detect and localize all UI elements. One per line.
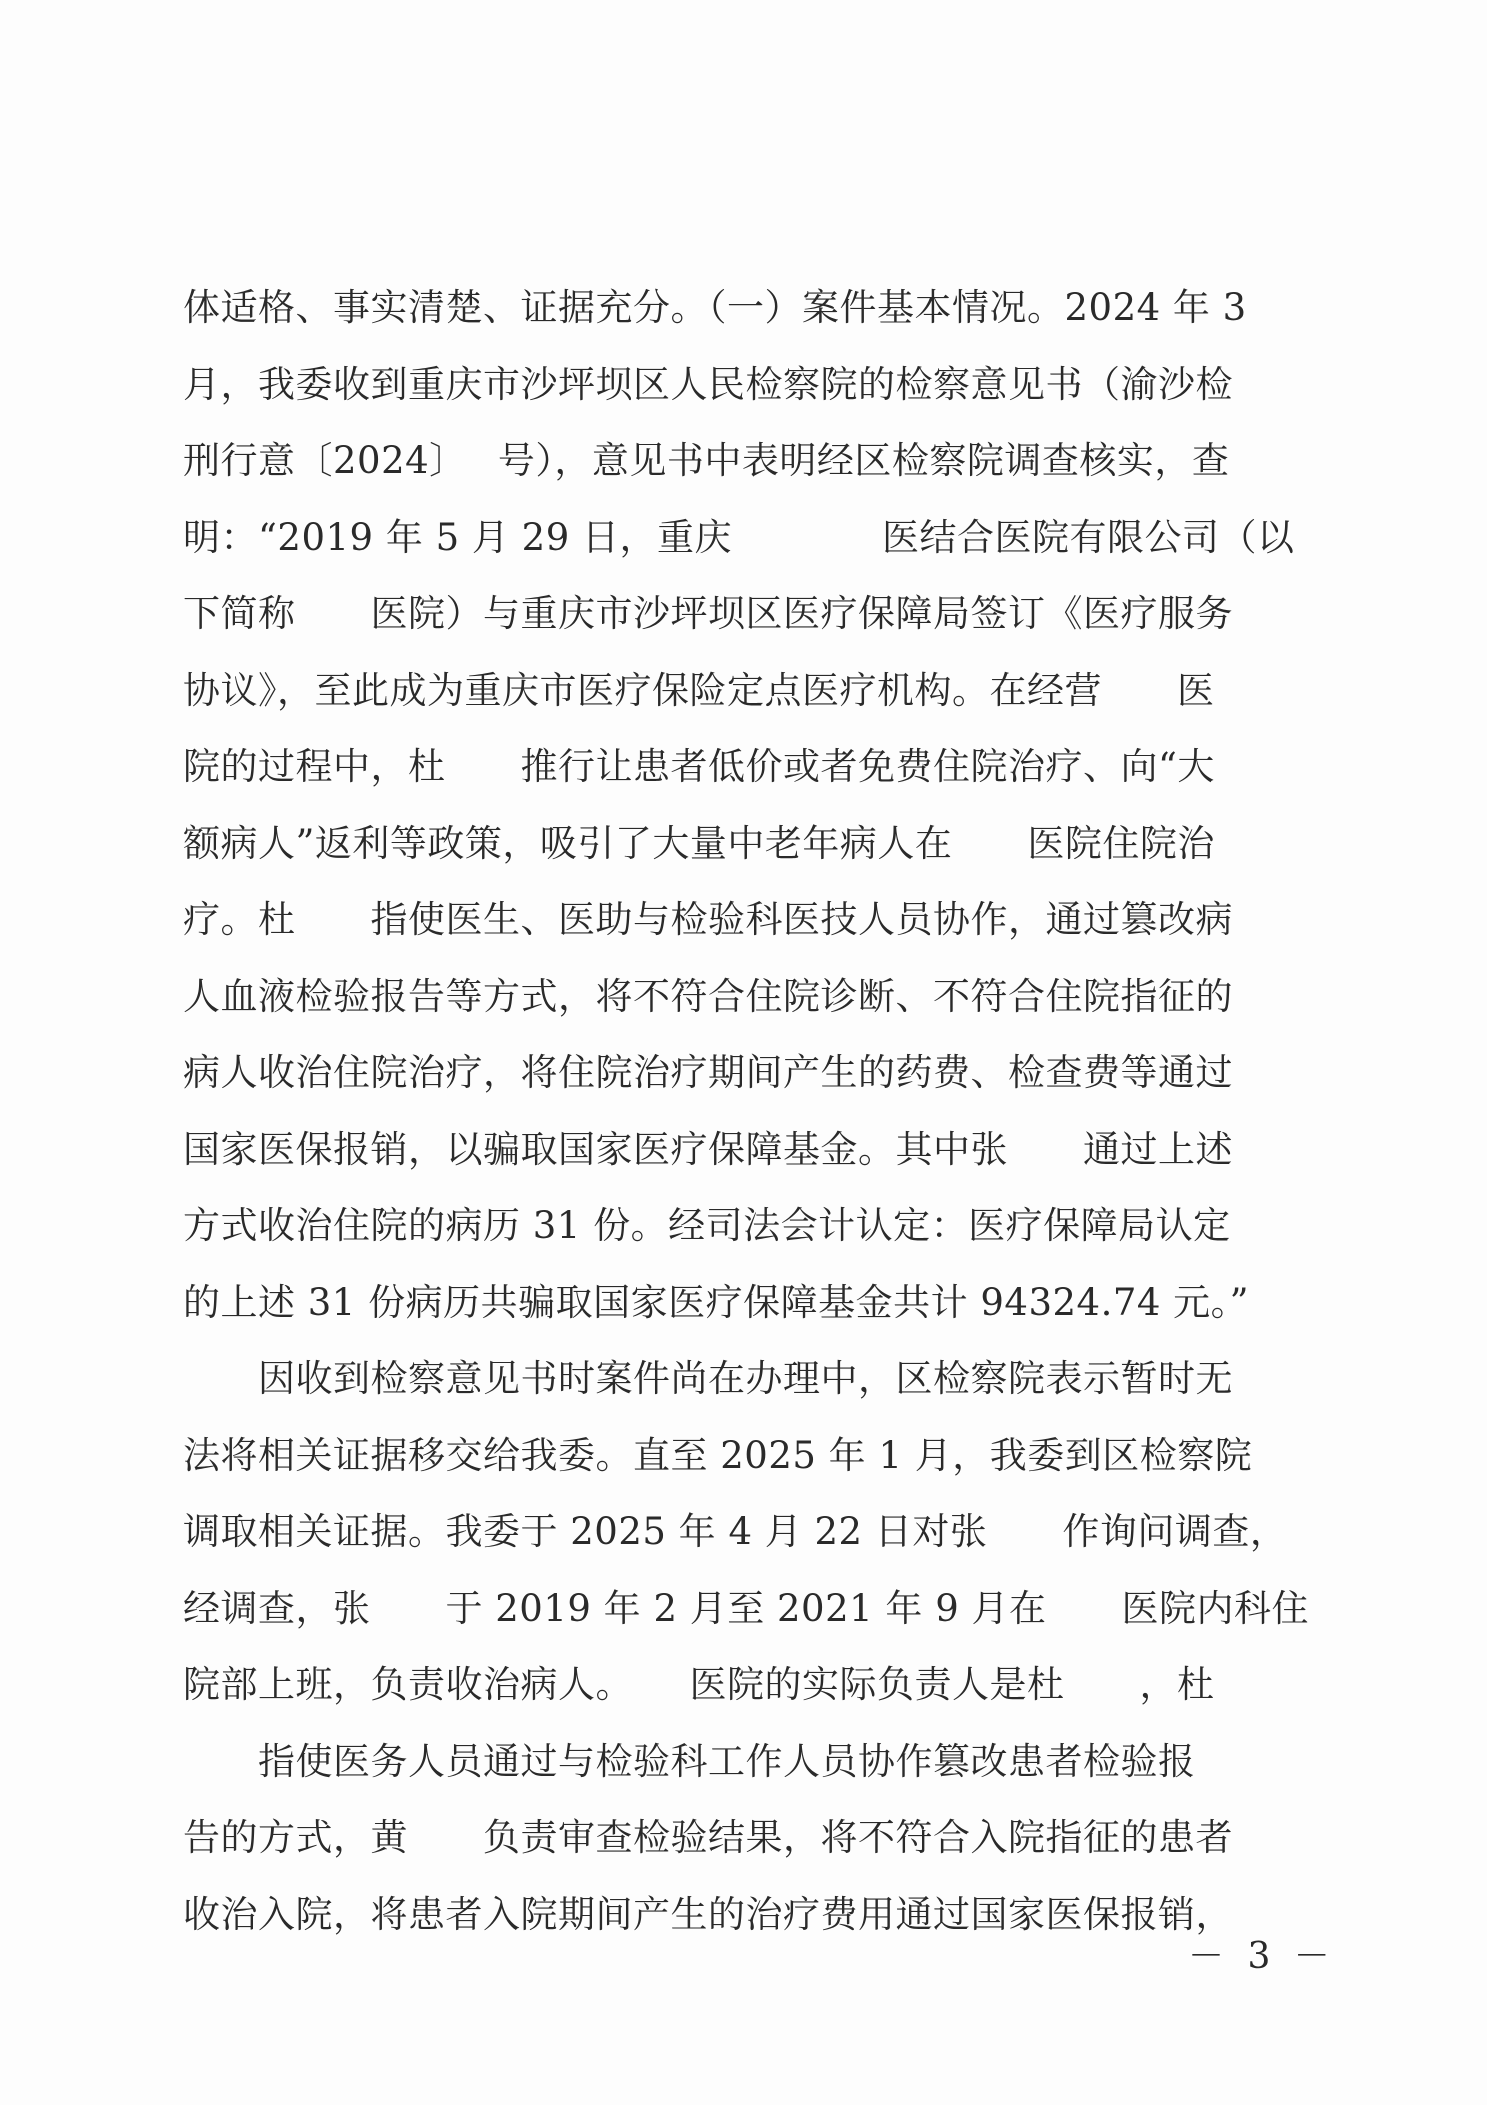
- page-number: － 3 －: [1188, 1936, 1336, 1977]
- text-line: 院部上班，负责收治病人。 医院的实际负责人是杜 ，杜: [183, 1663, 1215, 1706]
- text-line: 刑行意〔2024〕 号），意见书中表明经区检察院调查核实，查: [183, 439, 1230, 482]
- text-line: 的上述 31 份病历共骗取国家医疗保障基金共计 94324.74 元。”: [183, 1280, 1250, 1324]
- body-text: [183, 270, 1309, 1953]
- text-line: 法将相关证据移交给我委。直至 2025 年 1 月，我委到区检察院: [183, 1433, 1253, 1477]
- text-line: 方式收治住院的病历 31 份。经司法会计认定：医疗保障局认定: [183, 1204, 1231, 1247]
- text-line: 调取相关证据。我委于 2025 年 4 月 22 日对张 作询问调查，: [183, 1510, 1288, 1553]
- text-line: 协议》，至此成为重庆市医疗保险定点医疗机构。在经营 医: [183, 668, 1215, 712]
- text-line: 收治入院，将患者入院期间产生的治疗费用通过国家医保报销，: [183, 1892, 1233, 1936]
- text-line: 院的过程中，杜 推行让患者低价或者免费住院治疗、向“大: [183, 745, 1215, 788]
- text-line: 告的方式，黄 负责审查检验结果，将不符合入院指征的患者: [183, 1816, 1233, 1859]
- text-line: 额病人”返利等政策，吸引了大量中老年病人在 医院住院治: [183, 821, 1215, 865]
- text-line: 因收到检察意见书时案件尚在办理中，区检察院表示暂时无: [183, 1357, 1233, 1400]
- text-line: 下简称 医院）与重庆市沙坪坝区医疗保障局签订《医疗服务: [183, 592, 1233, 635]
- text-line: 明：“2019 年 5 月 29 日，重庆 医结合医院有限公司（以: [183, 515, 1295, 559]
- text-line: 体适格、事实清楚、证据充分。（一）案件基本情况。2024 年 3: [183, 286, 1247, 329]
- text-line: 月，我委收到重庆市沙坪坝区人民检察院的检察意见书（渝沙检: [183, 362, 1233, 406]
- text-line: 人血液检验报告等方式，将不符合住院诊断、不符合住院指征的: [183, 974, 1233, 1018]
- text-line: 经调查，张 于 2019 年 2 月至 2021 年 9 月在 医院内科住: [183, 1586, 1309, 1630]
- text-line: 疗。杜 指使医生、医助与检验科医技人员协作，通过篡改病: [183, 898, 1233, 941]
- text-line: 病人收治住院治疗，将住院治疗期间产生的药费、检查费等通过: [183, 1051, 1233, 1094]
- text-line: 指使医务人员通过与检验科工作人员协作篡改患者检验报: [183, 1739, 1196, 1783]
- text-line: 国家医保报销，以骗取国家医疗保障基金。其中张 通过上述: [183, 1127, 1233, 1171]
